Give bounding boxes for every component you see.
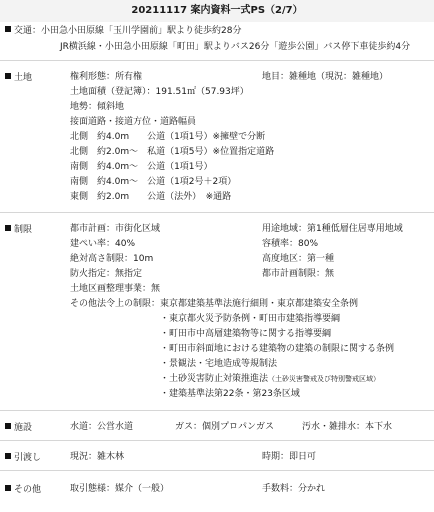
other-laws-label: その他法令上の制限： [70,299,161,309]
road-row: 北側 約4.0m 公道（1項1号）※擁壁で分断 [70,132,266,142]
other-law-item: 東京都建築基準法施行細則・東京都建築安全条例 [160,299,359,309]
gas-supply: ガス：個別プロパンガス [175,422,275,432]
road-row: 南側 約4.0m～ 公道（1項1号） [70,162,213,172]
height-district: 高度地区：第一種 [262,254,335,264]
divider [0,470,434,471]
fire-designation: 防火指定：無指定 [70,269,143,279]
water-supply: 水道：公営水道 [70,422,134,432]
land-readjustment: 土地区画整理事業：無 [70,284,161,294]
road-row: 北側 約2.0m～ 私道（1項5号）※位置指定道路 [70,147,275,157]
bullet-square-icon [5,73,11,79]
restrictions-label: 制限 [14,225,33,235]
facilities-label: 施設 [14,423,33,433]
bullet-square-icon [5,26,11,32]
bullet-square-icon [5,485,11,491]
other-law-item: ・建築基準法第22条・第23条区域 [160,389,300,399]
road-header: 接面道路・接道方位・道路幅員 [70,117,197,127]
absolute-height: 絶対高さ制限：10m [70,254,154,264]
other-law-note: （土砂災害警戒及び特別警戒区域） [268,375,381,383]
handover-label: 引渡し [14,453,42,463]
document-title: 20211117 案内資料一式PS（2/7） [131,5,303,16]
handover-timing: 時期：即日可 [262,452,317,462]
land-ownership: 権利形態：所有権 [70,72,143,82]
divider [0,440,434,441]
transaction-type: 取引態様：媒介（一般） [70,484,170,494]
other-law-item: ・町田市中高層建築物等に関する指導要綱 [160,329,332,339]
traffic-line-2: JR横浜線・小田急小田原線「町田」駅よりバス26分「遊歩公園」バス停下車徒歩約4分 [60,42,411,52]
sewage: 汚水・雑排水：本下水 [302,422,393,432]
other-law-item: ・土砂災害防止対策推進法 [160,374,269,384]
city-planning: 都市計画：市街化区域 [70,224,161,234]
other-law-item: ・東京都火災予防条例・町田市建築指導要綱 [160,314,341,324]
land-area: 土地面積（登記簿）：191.51㎡（57.93坪） [70,87,249,97]
land-category: 地目：雑種地（現況：雑種地） [262,72,389,82]
traffic-label: 交通： [14,26,42,36]
brokerage-fee: 手数料：分かれ [262,484,326,494]
divider [0,212,434,213]
bullet-square-icon [5,453,11,459]
land-terrain: 地勢：傾斜地 [70,102,125,112]
bullet-square-icon [5,225,11,231]
divider [0,410,434,411]
traffic-line-1: 小田急小田原線「玉川学園前」駅より徒歩約28分 [41,26,242,36]
coverage-ratio: 建ぺい率：40% [70,239,136,249]
floor-area-ratio: 容積率：80% [262,239,319,249]
document-header [0,0,434,22]
divider [0,60,434,61]
other-law-item: ・景観法・宅地造成等規制法 [160,359,278,369]
other-law-item: ・町田市斜面地における建築物の建築の制限に関する条例 [160,344,395,354]
bullet-square-icon [5,423,11,429]
road-row: 東側 約2.0m 公道（法外） ※通路 [70,192,232,202]
land-label: 土地 [14,73,33,83]
current-status: 現況：雑木林 [70,452,125,462]
road-row: 南側 約4.0m～ 公道（1項2号＋2項） [70,177,237,187]
zoning: 用途地域：第1種低層住居専用地域 [262,224,403,234]
other-label: その他 [14,485,42,495]
city-facility-restriction: 都市計画制限：無 [262,269,335,279]
